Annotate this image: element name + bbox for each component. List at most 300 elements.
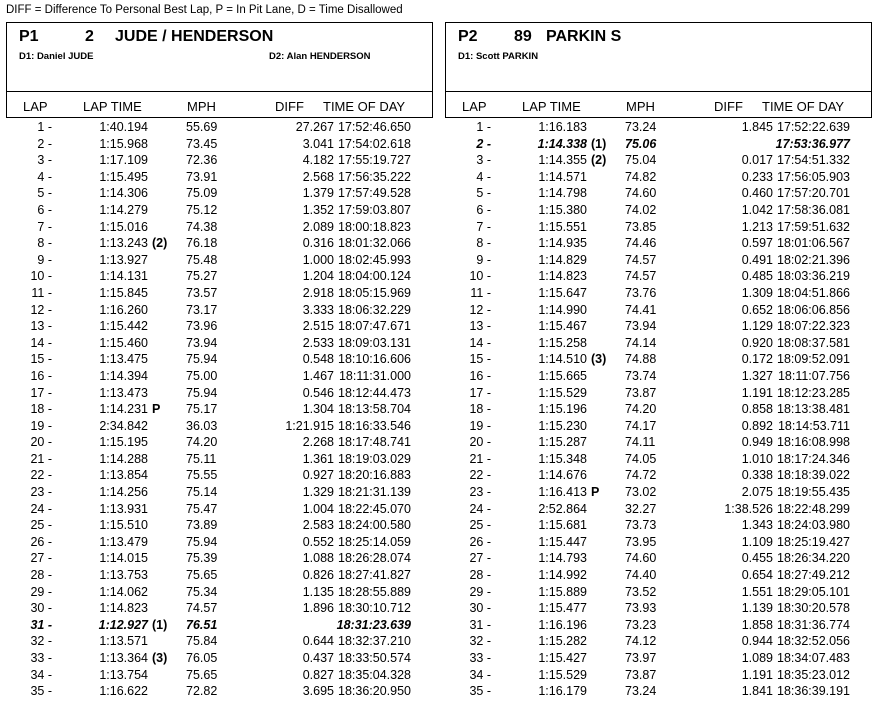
- lap-number: 3 -: [37, 153, 52, 168]
- lap-time: 1:14.992: [538, 568, 587, 583]
- lap-time: 1:14.829: [538, 252, 587, 267]
- table-row: [445, 567, 872, 584]
- lap-diff: 2.533: [302, 335, 334, 350]
- lap-number: 1 -: [37, 120, 52, 134]
- lap-diff: 1.896: [302, 601, 334, 616]
- table-row: [6, 617, 433, 634]
- lap-number: 32 -: [30, 634, 52, 649]
- lap-time-of-day: 18:11:07.756: [777, 368, 850, 383]
- lap-time-of-day: 17:56:05.903: [777, 169, 850, 184]
- lap-diff: 1.000: [302, 252, 334, 267]
- panel-header: [6, 22, 433, 92]
- lap-time: 1:15.647: [538, 285, 587, 300]
- lap-time: 1:15.447: [538, 534, 587, 549]
- table-row: [445, 650, 872, 667]
- lap-diff: 1.845: [741, 120, 773, 134]
- table-row: [6, 550, 433, 567]
- lap-mph: 73.52: [625, 584, 657, 599]
- lap-time: 1:13.571: [99, 634, 148, 649]
- lap-time-of-day: 18:05:15.969: [338, 285, 411, 300]
- lap-number: 12 -: [30, 302, 52, 317]
- driver-1: D1: Scott PARKIN: [458, 51, 539, 62]
- lap-marker: (2): [591, 153, 607, 168]
- lap-number: 21 -: [30, 451, 52, 466]
- lap-time: 1:15.196: [538, 402, 587, 417]
- lap-time-of-day: 18:29:05.101: [777, 584, 850, 599]
- lap-number: 1 -: [476, 120, 491, 134]
- lap-number: 6 -: [37, 202, 52, 217]
- table-row: [6, 235, 433, 252]
- lap-mph: 72.36: [186, 153, 218, 168]
- lap-diff: 3.041: [302, 136, 334, 151]
- lap-number: 6 -: [476, 202, 491, 217]
- lap-time: 1:14.823: [538, 269, 587, 284]
- table-row: [445, 584, 872, 601]
- lap-time-of-day: 18:13:58.704: [338, 402, 411, 417]
- table-row: [6, 202, 433, 219]
- lap-time: 1:13.364: [99, 651, 148, 665]
- lap-time: 1:12.927: [98, 617, 148, 632]
- lap-mph: 74.38: [186, 219, 218, 234]
- col-diff: DIFF: [275, 99, 304, 114]
- lap-time-of-day: 18:02:21.396: [777, 252, 850, 267]
- lap-mph: 73.73: [625, 518, 657, 533]
- table-row: [6, 650, 433, 667]
- lap-number: 7 -: [37, 219, 52, 234]
- lap-time: 1:14.798: [538, 186, 587, 201]
- lap-time: 1:14.288: [99, 451, 148, 466]
- table-row: [445, 451, 872, 468]
- lap-time-of-day: 18:13:38.481: [777, 402, 850, 417]
- lap-number: 27 -: [30, 551, 52, 566]
- table-row: [445, 501, 872, 518]
- lap-number: 22 -: [469, 468, 491, 483]
- table-row: [6, 318, 433, 335]
- lap-time-of-day: 18:35:04.328: [338, 667, 411, 682]
- lap-time-of-day: 18:01:06.567: [777, 236, 850, 251]
- lap-time: 1:14.306: [99, 186, 148, 201]
- lap-time-of-day: 17:54:51.332: [777, 153, 850, 168]
- lap-time: 1:15.460: [99, 335, 148, 350]
- lap-time-of-day: 18:00:18.823: [338, 219, 411, 234]
- table-row: [6, 185, 433, 202]
- lap-time: 2:34.842: [99, 418, 148, 433]
- lap-time-of-day: 18:17:48.741: [338, 435, 411, 450]
- lap-diff: 1.352: [302, 202, 334, 217]
- lap-number: 21 -: [469, 451, 491, 466]
- lap-mph: 73.02: [625, 485, 657, 500]
- lap-number: 4 -: [37, 169, 52, 184]
- lap-mph: 74.05: [625, 451, 657, 466]
- table-row: [445, 235, 872, 252]
- lap-time: 1:13.243: [99, 236, 148, 251]
- lap-diff: 1.343: [741, 518, 773, 533]
- lap-time-of-day: 18:12:23.285: [777, 385, 850, 400]
- lap-diff: 4.182: [302, 153, 334, 168]
- lap-mph: 76.18: [186, 236, 218, 251]
- lap-time: 1:14.510: [538, 352, 587, 367]
- lap-number: 9 -: [476, 252, 491, 267]
- lap-time-of-day: 17:55:19.727: [338, 153, 411, 168]
- lap-number: 8 -: [476, 236, 491, 251]
- lap-mph: 74.46: [625, 236, 657, 251]
- table-row: [445, 119, 872, 136]
- lap-number: 31 -: [30, 617, 52, 632]
- table-row: [445, 152, 872, 169]
- lap-diff: 0.858: [741, 402, 773, 417]
- lap-mph: 73.85: [625, 219, 657, 234]
- table-row: [6, 401, 433, 418]
- lap-time: 1:17.109: [99, 153, 148, 168]
- lap-mph: 76.05: [186, 651, 218, 665]
- lap-number: 2 -: [37, 136, 52, 151]
- lap-time-of-day: 18:22:48.299: [777, 501, 850, 516]
- table-row: [445, 285, 872, 302]
- table-row: [445, 268, 872, 285]
- lap-number: 15 -: [469, 352, 491, 367]
- table-row: [445, 534, 872, 551]
- lap-mph: 75.47: [186, 501, 218, 516]
- lap-number: 23 -: [30, 485, 52, 500]
- team-name: JUDE / HENDERSON: [115, 28, 274, 45]
- lap-mph: 73.91: [186, 169, 218, 184]
- position-label: P1: [19, 28, 39, 45]
- lap-time: 1:14.231: [99, 402, 148, 417]
- lap-number: 35 -: [469, 684, 491, 699]
- lap-time-of-day: 18:16:33.546: [338, 418, 411, 433]
- column-header-row: [6, 92, 433, 118]
- lap-mph: 74.12: [625, 634, 657, 649]
- table-row: [445, 633, 872, 650]
- table-row: [6, 368, 433, 385]
- lap-number: 29 -: [30, 584, 52, 599]
- lap-mph: 74.02: [625, 202, 657, 217]
- lap-number: 19 -: [30, 418, 52, 433]
- position-label: P2: [458, 28, 478, 45]
- lap-mph: 74.14: [625, 335, 657, 350]
- lap-number: 17 -: [30, 385, 52, 400]
- lap-mph: 32.27: [625, 501, 657, 516]
- lap-number: 5 -: [476, 186, 491, 201]
- col-diff: DIFF: [714, 99, 743, 114]
- lap-mph: 55.69: [186, 120, 218, 134]
- lap-time-of-day: 18:03:36.219: [777, 269, 850, 284]
- lap-number: 11 -: [470, 285, 491, 300]
- lap-time: 1:15.427: [538, 651, 587, 665]
- lap-mph: 75.94: [186, 352, 218, 367]
- lap-time-of-day: 18:09:52.091: [777, 352, 850, 367]
- lap-mph: 73.23: [625, 617, 657, 632]
- lap-time: 1:16.413: [538, 485, 587, 500]
- lap-time: 1:14.394: [99, 368, 148, 383]
- lap-diff: 2.583: [302, 518, 334, 533]
- table-row: [6, 633, 433, 650]
- lap-mph: 74.57: [625, 252, 657, 267]
- lap-time: 1:14.338: [537, 136, 587, 151]
- lap-time: 1:13.479: [99, 534, 148, 549]
- lap-mph: 75.39: [186, 551, 218, 566]
- lap-mph: 74.20: [186, 435, 218, 450]
- lap-diff: 2.268: [302, 435, 334, 450]
- lap-time: 1:13.753: [99, 568, 148, 583]
- table-row: [6, 484, 433, 501]
- lap-marker: (3): [152, 651, 168, 665]
- table-row: [6, 683, 433, 700]
- lap-time-of-day: 18:07:47.671: [338, 319, 411, 334]
- table-row: [6, 467, 433, 484]
- car-number: 2: [85, 28, 94, 45]
- table-row: [445, 550, 872, 567]
- panel-p1: [6, 22, 433, 700]
- lap-time-of-day: 17:57:20.701: [777, 186, 850, 201]
- lap-time: 1:13.854: [99, 468, 148, 483]
- lap-number: 25 -: [469, 518, 491, 533]
- lap-time: 1:15.380: [538, 202, 587, 217]
- table-row: [445, 335, 872, 352]
- lap-diff: 1.135: [302, 584, 334, 599]
- table-row: [445, 401, 872, 418]
- lap-mph: 74.82: [625, 169, 657, 184]
- table-row: [6, 434, 433, 451]
- table-row: [6, 169, 433, 186]
- lap-diff: 3.695: [302, 684, 334, 699]
- lap-diff: 0.491: [741, 252, 773, 267]
- lap-time-of-day: 17:53:36.977: [775, 136, 850, 151]
- lap-mph: 75.09: [186, 186, 218, 201]
- lap-time: 1:13.475: [99, 352, 148, 367]
- lap-time-of-day: 18:17:24.346: [777, 451, 850, 466]
- table-row: [6, 152, 433, 169]
- lap-time-of-day: 18:26:28.074: [338, 551, 411, 566]
- lap-diff: 1:38.526: [724, 501, 773, 516]
- lap-number: 32 -: [469, 634, 491, 649]
- driver-1: D1: Daniel JUDE: [19, 51, 94, 62]
- lap-number: 16 -: [30, 368, 52, 383]
- lap-diff: 0.644: [302, 634, 334, 649]
- lap-mph: 74.72: [625, 468, 657, 483]
- lap-time-of-day: 18:34:07.483: [777, 651, 850, 665]
- lap-diff: 1.551: [741, 584, 773, 599]
- lap-diff: 1.139: [741, 601, 773, 616]
- lap-mph: 75.48: [186, 252, 218, 267]
- lap-diff: 27.267: [295, 120, 334, 134]
- lap-diff: 0.316: [302, 236, 334, 251]
- lap-time-of-day: 17:58:36.081: [777, 202, 850, 217]
- lap-number: 34 -: [469, 667, 491, 682]
- table-row: [445, 385, 872, 402]
- lap-diff: 1.004: [302, 501, 334, 516]
- lap-mph: 73.95: [625, 534, 657, 549]
- lap-marker: P: [591, 485, 600, 500]
- lap-time-of-day: 17:57:49.528: [338, 186, 411, 201]
- lap-diff: 0.949: [741, 435, 773, 450]
- lap-diff: 0.548: [302, 352, 334, 367]
- lap-diff: 0.892: [741, 418, 773, 433]
- lap-mph: 75.84: [186, 634, 218, 649]
- lap-mph: 73.76: [625, 285, 657, 300]
- lap-time: 1:14.131: [99, 269, 148, 284]
- lap-diff: 0.338: [741, 468, 773, 483]
- table-row: [445, 617, 872, 634]
- lap-time: 1:15.016: [99, 219, 148, 234]
- col-lap: LAP: [23, 99, 48, 114]
- lap-mph: 74.11: [625, 435, 656, 450]
- lap-time-of-day: 18:14:53.711: [777, 418, 850, 433]
- lap-time: 1:15.348: [538, 451, 587, 466]
- lap-diff: 1.361: [302, 451, 334, 466]
- lap-diff: 0.546: [302, 385, 334, 400]
- table-row: [445, 351, 872, 368]
- lap-time: 1:13.473: [99, 385, 148, 400]
- lap-diff: 1.304: [302, 402, 334, 417]
- lap-time: 1:15.477: [538, 601, 587, 616]
- lap-mph: 73.93: [625, 601, 657, 616]
- col-time-of-day: TIME OF DAY: [762, 99, 845, 114]
- lap-time-of-day: 17:59:03.807: [338, 202, 411, 217]
- lap-marker: (2): [152, 236, 168, 251]
- lap-time-of-day: 18:18:39.022: [777, 468, 850, 483]
- lap-mph: 73.89: [186, 518, 218, 533]
- lap-time-of-day: 18:12:44.473: [338, 385, 411, 400]
- col-lap-time: LAP TIME: [83, 99, 142, 114]
- lap-diff: 0.552: [302, 534, 334, 549]
- lap-number: 13 -: [469, 319, 491, 334]
- lap-diff: 0.017: [741, 153, 773, 168]
- lap-number: 20 -: [30, 435, 52, 450]
- lap-mph: 74.57: [625, 269, 657, 284]
- lap-time-of-day: 18:36:20.950: [338, 684, 411, 699]
- lap-marker: (3): [591, 352, 607, 367]
- lap-mph: 75.65: [186, 667, 218, 682]
- lap-diff: 1.109: [741, 534, 773, 549]
- lap-mph: 73.45: [186, 136, 218, 151]
- lap-time: 1:16.179: [538, 684, 587, 699]
- lap-diff: 0.455: [741, 551, 773, 566]
- lap-time: 1:16.260: [99, 302, 148, 317]
- lap-time-of-day: 18:36:39.191: [777, 684, 850, 699]
- table-row: [445, 302, 872, 319]
- column-header-row: [445, 92, 872, 118]
- lap-time-of-day: 17:54:02.618: [338, 136, 411, 151]
- lap-number: 23 -: [469, 485, 491, 500]
- lap-mph: 75.04: [625, 153, 657, 168]
- lap-diff: 1.191: [741, 385, 773, 400]
- lap-time: 1:14.256: [99, 485, 148, 500]
- lap-diff: 0.927: [302, 468, 334, 483]
- lap-time: 1:15.551: [538, 219, 587, 234]
- lap-mph: 73.24: [625, 684, 657, 699]
- table-row: [445, 418, 872, 435]
- lap-mph: 75.17: [186, 402, 218, 417]
- lap-time: 1:15.889: [538, 584, 587, 599]
- lap-number: 11 -: [31, 285, 52, 300]
- lap-time: 1:14.355: [538, 153, 587, 168]
- lap-time-of-day: 18:07:22.323: [777, 319, 850, 334]
- lap-time-of-day: 18:32:52.056: [777, 634, 850, 649]
- lap-mph: 36.03: [186, 418, 218, 433]
- legend-text: DIFF = Difference To Personal Best Lap, P = In Pit Lane, D = Time Disallowed: [6, 4, 403, 16]
- lap-time: 1:13.754: [99, 667, 148, 682]
- lap-number: 10 -: [30, 269, 52, 284]
- lap-diff: 1.467: [302, 368, 334, 383]
- lap-time-of-day: 18:21:31.139: [338, 485, 411, 500]
- lap-mph: 74.20: [625, 402, 657, 417]
- table-row: [6, 534, 433, 551]
- lap-diff: 0.827: [302, 667, 334, 682]
- lap-time-of-day: 18:01:32.066: [338, 236, 411, 251]
- lap-diff: 1.841: [741, 684, 773, 699]
- lap-time-of-day: 18:02:45.993: [338, 252, 411, 267]
- table-row: [6, 501, 433, 518]
- lap-number: 14 -: [30, 335, 52, 350]
- table-row: [6, 302, 433, 319]
- table-row: [445, 136, 872, 153]
- lap-number: 31 -: [469, 617, 491, 632]
- lap-diff: 3.333: [302, 302, 334, 317]
- lap-time-of-day: 18:27:49.212: [777, 568, 850, 583]
- lap-time: 1:15.529: [538, 385, 587, 400]
- lap-time: 1:13.927: [99, 252, 148, 267]
- lap-mph: 75.06: [625, 136, 657, 151]
- table-row: [6, 268, 433, 285]
- lap-time: 1:15.529: [538, 667, 587, 682]
- lap-number: 26 -: [469, 534, 491, 549]
- lap-mph: 73.17: [186, 302, 218, 317]
- lap-diff: 1.329: [302, 485, 334, 500]
- lap-time: 1:15.968: [99, 136, 148, 151]
- lap-time: 1:14.676: [538, 468, 587, 483]
- table-row: [445, 484, 872, 501]
- table-row: [6, 219, 433, 236]
- lap-time-of-day: 18:28:55.889: [338, 584, 411, 599]
- table-row: [445, 318, 872, 335]
- lap-number: 34 -: [30, 667, 52, 682]
- lap-number: 17 -: [469, 385, 491, 400]
- lap-diff: 0.172: [741, 352, 773, 367]
- lap-number: 30 -: [469, 601, 491, 616]
- lap-number: 18 -: [30, 402, 52, 417]
- lap-mph: 74.60: [625, 551, 657, 566]
- lap-mph: 73.97: [625, 651, 657, 665]
- lap-mph: 73.87: [625, 667, 657, 682]
- lap-time-of-day: 18:04:51.866: [777, 285, 850, 300]
- table-row: [445, 667, 872, 684]
- lap-number: 12 -: [469, 302, 491, 317]
- table-row: [445, 252, 872, 269]
- lap-number: 7 -: [476, 219, 491, 234]
- lap-time-of-day: 18:11:31.000: [338, 368, 411, 383]
- table-row: [6, 285, 433, 302]
- lap-mph: 74.17: [625, 418, 657, 433]
- lap-mph: 75.65: [186, 568, 218, 583]
- table-row: [6, 567, 433, 584]
- lap-diff: 0.485: [741, 269, 773, 284]
- lap-diff: 1.858: [741, 617, 773, 632]
- lap-diff: 1.327: [741, 368, 773, 383]
- lap-diff: 1.379: [302, 186, 334, 201]
- driver-2: D2: Alan HENDERSON: [269, 51, 371, 62]
- lap-time-of-day: 18:32:37.210: [338, 634, 411, 649]
- table-row: [445, 202, 872, 219]
- lap-number: 8 -: [37, 236, 52, 251]
- lap-number: 5 -: [37, 186, 52, 201]
- table-row: [6, 667, 433, 684]
- table-row: [445, 434, 872, 451]
- lap-rows: [445, 119, 872, 700]
- lap-number: 24 -: [469, 501, 491, 516]
- table-row: [6, 418, 433, 435]
- lap-time-of-day: 18:31:36.774: [777, 617, 850, 632]
